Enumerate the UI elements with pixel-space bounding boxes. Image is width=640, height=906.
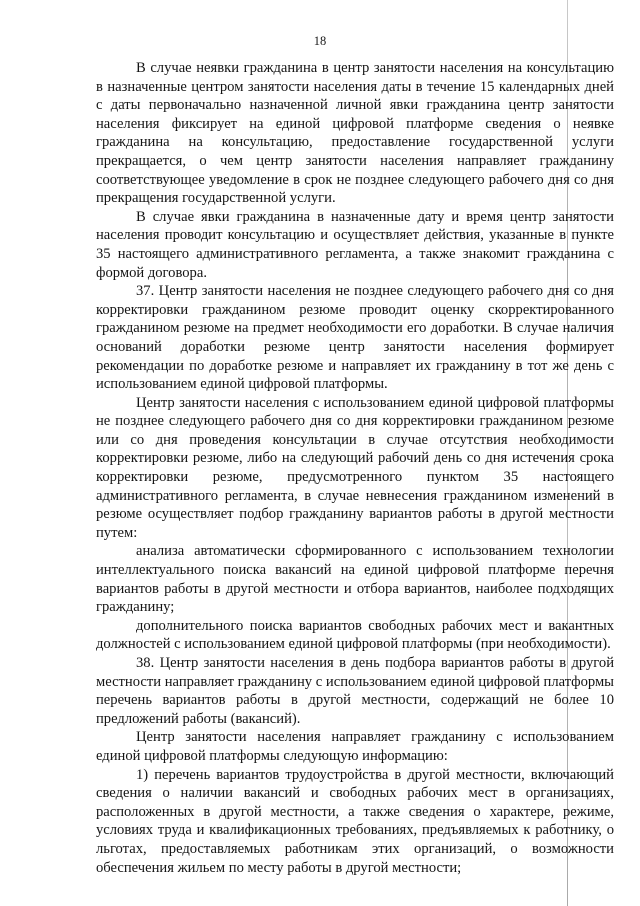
paragraph-vacancy-selection: Центр занятости населения с использованием единой цифровой платформы не позднее следующего рабочего дня со дня корректировки гражданином резюме или со дня проведения консультации в случае отсутствия необходимости корректировки резюме, либо на следующий рабочий день со дня истечения срока корректировки резюме, предусмотренного пунктом 35 настоящего административного регламента, в случае невнесения гражданином изменений в резюме осуществляет подбор гражданину вариантов работы в другой местности путем: — [96, 394, 614, 541]
paragraph-list-item-1: 1) перечень вариантов трудоустройства в другой местности, включающий сведения о наличии вакансий и свободных рабочих мест в организациях, расположенных в другой местности, а также сведения о характере, режиме, условиях труда и квалификационных требованиях, предъявляемых к работнику, о льготах, предоставляемых работникам этих организаций, о возможности обеспечения жильем по месту работы в другой местности; — [96, 766, 614, 876]
paragraph-appearance: В случае явки гражданина в назначенные дату и время центр занятости населения проводит консультацию и осуществляет действия, указанные в пункте 35 настоящего административного регламента, а также знакомит гражданина с формой договора. — [96, 208, 614, 281]
paragraph-item-37: 37. Центр занятости населения не позднее следующего рабочего дня со дня корректировки гражданином резюме проводит оценку скорректированного гражданином резюме на предмет необходимости его доработки. В случае наличия оснований доработки резюме центр занятости населения формирует рекомендации по доработке резюме и направляет их гражданину в тот же день с использованием единой цифровой платформы. — [96, 283, 614, 393]
paragraph-analysis: анализа автоматически сформированного с использованием технологии интеллектуального поиска вакансий на единой цифровой платформе перечня вариантов работы в другой местности и отбора вариантов, наиболее подходящих гражданину; — [96, 543, 614, 616]
page-number: 18 — [313, 34, 327, 48]
paragraph-additional-search: дополнительного поиска вариантов свободных рабочих мест и вакантных должностей с использованием единой цифровой платформы (при необходимости). — [96, 617, 614, 653]
paragraph-nonappearance: В случае неявки гражданина в центр занятости населения на консультацию в назначенные центром занятости населения даты в течение 15 календарных дней с даты первоначально назначенной личной явки гражданина центр занятости населения фиксирует на единой цифровой платформе сведения о неявке гражданина на консультацию, предоставление государственной услуги прекращается, о чем центр занятости населения направляет гражданину соответствующее уведомление в срок не позднее следующего рабочего дня со дня прекращения государственной услуги. — [96, 60, 614, 207]
document-body — [96, 59, 614, 877]
paragraph-information-intro: Центр занятости населения направляет гражданину с использованием единой цифровой платформы следующую информацию: — [96, 729, 614, 764]
paragraph-item-38: 38. Центр занятости населения в день подбора вариантов работы в другой местности направляет гражданину с использованием единой цифровой платформы перечень вариантов работы в другой местности, содержащий не более 10 предложений работы (вакансий). — [96, 655, 614, 727]
